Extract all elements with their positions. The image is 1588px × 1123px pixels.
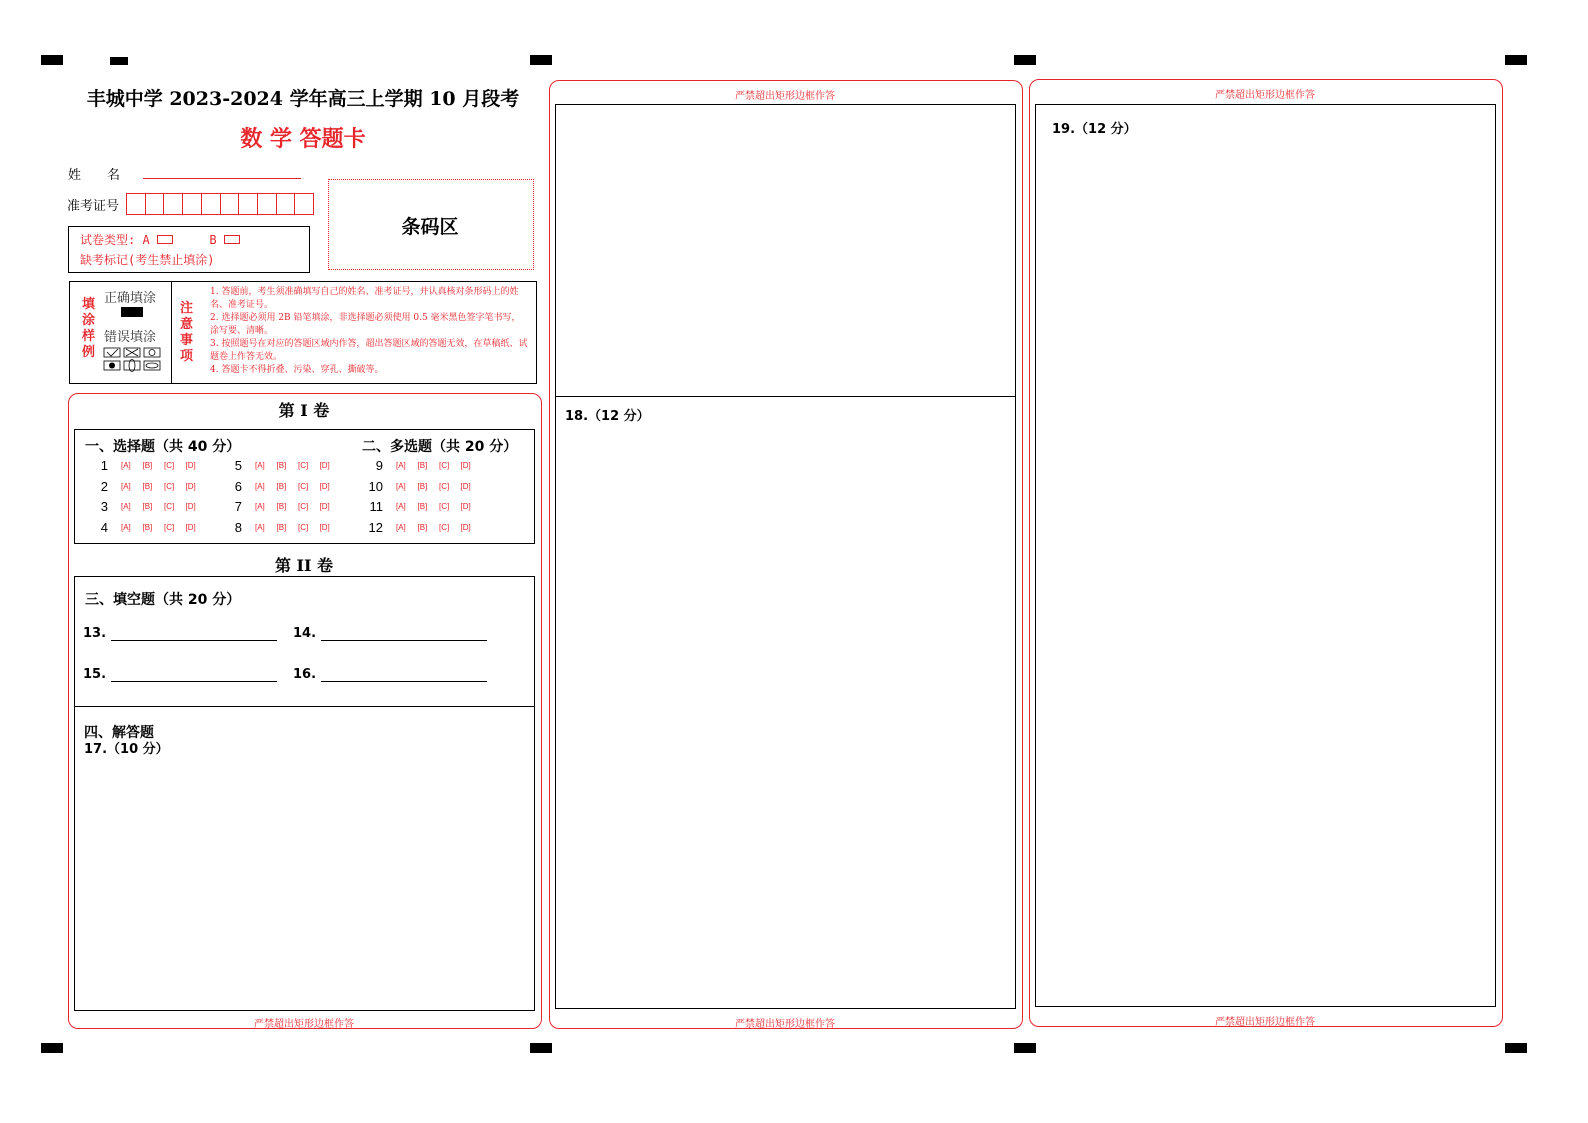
type-a-box[interactable] [157, 235, 173, 244]
option-d-bubble[interactable]: [D] [319, 461, 330, 470]
option-d-bubble[interactable]: [D] [185, 523, 196, 532]
boundary-warning: 严禁超出矩形边框作答 [254, 1019, 354, 1030]
option-d-bubble[interactable]: [D] [319, 523, 330, 532]
note-item: 4. 答题卡不得折叠、污染、穿孔、撕破等。 [210, 365, 384, 375]
option-c-bubble[interactable]: [C] [298, 482, 309, 491]
registration-mark [41, 55, 63, 65]
option-c-bubble[interactable]: [C] [164, 482, 175, 491]
option-c-bubble[interactable]: [C] [439, 502, 450, 511]
option-b-bubble[interactable]: [B] [417, 461, 428, 470]
question-number: 8 [234, 520, 242, 535]
question-number: 11 [369, 499, 383, 514]
q16-answer-line[interactable] [321, 681, 487, 682]
option-c-bubble[interactable]: [C] [164, 461, 175, 470]
option-b-bubble[interactable]: [B] [417, 502, 428, 511]
single-choice-title: 一、选择题（共 40 分） [85, 439, 241, 455]
type-b-label: B [209, 233, 217, 247]
question-number: 1 [100, 458, 108, 473]
option-a-bubble[interactable]: [A] [396, 482, 406, 491]
option-a-bubble[interactable]: [A] [121, 523, 131, 532]
note-item: 3. 按照题号在对应的答题区域内作答，超出答题区域的答题无效，在草稿纸、试题卷上作答无效。 [210, 339, 528, 362]
correct-fill-label: 正确填涂 [104, 291, 157, 306]
option-c-bubble[interactable]: [C] [439, 461, 450, 470]
name-field[interactable] [143, 178, 301, 179]
registration-mark [1014, 1043, 1036, 1053]
id-number-boxes[interactable] [126, 193, 314, 215]
boundary-warning: 严禁超出矩形边框作答 [1215, 90, 1315, 101]
option-a-bubble[interactable]: [A] [255, 461, 265, 470]
q17-label: 17.（10 分） [84, 742, 169, 757]
option-b-bubble[interactable]: [B] [417, 523, 428, 532]
boundary-warning: 严禁超出矩形边框作答 [735, 1019, 835, 1030]
id-label: 准考证号 [67, 199, 120, 214]
option-b-bubble[interactable]: [B] [142, 502, 153, 511]
q17-answer-area[interactable] [76, 760, 531, 1007]
option-d-bubble[interactable]: [D] [185, 482, 196, 491]
name-label: 姓 名 [68, 168, 121, 183]
boundary-warning: 严禁超出矩形边框作答 [735, 91, 835, 102]
option-b-bubble[interactable]: [B] [142, 482, 153, 491]
option-b-bubble[interactable]: [B] [276, 523, 287, 532]
q19-answer-area[interactable] [1035, 104, 1496, 1007]
boundary-warning: 严禁超出矩形边框作答 [1215, 1017, 1315, 1028]
option-c-bubble[interactable]: [C] [439, 482, 450, 491]
option-d-bubble[interactable]: [D] [319, 482, 330, 491]
note-item: 1. 答题前，考生须准确填写自己的姓名、准考证号，并认真核对条形码上的姓名、准考证号。 [210, 287, 519, 310]
option-c-bubble[interactable]: [C] [164, 523, 175, 532]
option-d-bubble[interactable]: [D] [185, 502, 196, 511]
option-a-bubble[interactable]: [A] [121, 482, 131, 491]
card-subtitle: 数 学 答题卡 [240, 126, 366, 152]
note-item: 2. 选择题必须用 2B 铅笔填涂，非选择题必须使用 0.5 毫米黑色签字笔书写，涂写要、清晰。 [210, 313, 521, 336]
section1-title: 第 I 卷 [278, 401, 330, 420]
option-d-bubble[interactable]: [D] [319, 502, 330, 511]
option-d-bubble[interactable]: [D] [460, 523, 471, 532]
option-c-bubble[interactable]: [C] [298, 523, 309, 532]
registration-mark [1505, 55, 1527, 65]
q17-continued-area[interactable] [555, 104, 1016, 1009]
option-a-bubble[interactable]: [A] [396, 461, 406, 470]
option-c-bubble[interactable]: [C] [164, 502, 175, 511]
multi-choice-title: 二、多选题（共 20 分） [362, 439, 518, 455]
registration-mark [110, 57, 128, 65]
question-number: 4 [100, 520, 108, 535]
question-number: 6 [234, 479, 242, 494]
option-d-bubble[interactable]: [D] [460, 502, 471, 511]
registration-mark [530, 1043, 552, 1053]
q18-label: 18.（12 分） [565, 409, 650, 424]
wrong-fill-label: 错误填涂 [104, 330, 157, 345]
option-c-bubble[interactable]: [C] [298, 461, 309, 470]
notes-side-label: 注意事项 [180, 301, 194, 364]
question-number: 9 [375, 458, 383, 473]
exam-type-row [80, 231, 240, 248]
question-number: 2 [100, 479, 108, 494]
type-a-label: A [142, 233, 150, 247]
option-a-bubble[interactable]: [A] [396, 523, 406, 532]
fill-example-side-label: 填涂样例 [82, 297, 96, 360]
option-a-bubble[interactable]: [A] [121, 502, 131, 511]
exam-title: 丰城中学 2023-2024 学年高三上学期 10 月段考 [86, 88, 520, 110]
question-number: 12 [368, 520, 383, 535]
registration-mark [41, 1043, 63, 1053]
q13-label: 13. [83, 626, 107, 641]
registration-mark [1014, 55, 1036, 65]
fill-blank-title: 三、填空题（共 20 分） [85, 592, 241, 608]
exam-type-label: 试卷类型: [80, 233, 136, 247]
wrong-fill-samples [103, 347, 163, 373]
absent-mark-label: 缺考标记(考生禁止填涂) [80, 253, 215, 267]
question-number: 10 [368, 479, 383, 494]
option-c-bubble[interactable]: [C] [439, 523, 450, 532]
answer-section-title: 四、解答题 [84, 725, 154, 741]
option-d-bubble[interactable]: [D] [185, 461, 196, 470]
notes-list [210, 286, 528, 377]
option-d-bubble[interactable]: [D] [460, 482, 471, 491]
q19-label: 19.（12 分） [1052, 122, 1137, 137]
option-b-bubble[interactable]: [B] [276, 482, 287, 491]
registration-mark [1505, 1043, 1527, 1053]
option-a-bubble[interactable]: [A] [121, 461, 131, 470]
option-b-bubble[interactable]: [B] [276, 461, 287, 470]
option-a-bubble[interactable]: [A] [396, 502, 406, 511]
option-b-bubble[interactable]: [B] [417, 482, 428, 491]
q13-answer-line[interactable] [111, 640, 277, 641]
question-number: 5 [234, 458, 242, 473]
type-b-box[interactable] [224, 235, 240, 244]
q15-label: 15. [83, 667, 107, 682]
option-b-bubble[interactable]: [B] [276, 502, 287, 511]
correct-fill-sample [121, 307, 143, 317]
q14-answer-line[interactable] [321, 640, 487, 641]
q16-label: 16. [293, 667, 317, 682]
barcode-label: 条码区 [401, 216, 459, 238]
option-a-bubble[interactable]: [A] [255, 523, 265, 532]
option-d-bubble[interactable]: [D] [460, 461, 471, 470]
option-b-bubble[interactable]: [B] [142, 461, 153, 470]
section2-title: 第 II 卷 [274, 556, 334, 575]
option-c-bubble[interactable]: [C] [298, 502, 309, 511]
registration-mark [530, 55, 552, 65]
option-a-bubble[interactable]: [A] [255, 482, 265, 491]
q15-answer-line[interactable] [111, 681, 277, 682]
question-number: 7 [234, 499, 242, 514]
option-a-bubble[interactable]: [A] [255, 502, 265, 511]
option-b-bubble[interactable]: [B] [142, 523, 153, 532]
q14-label: 14. [293, 626, 317, 641]
question-number: 3 [100, 499, 108, 514]
